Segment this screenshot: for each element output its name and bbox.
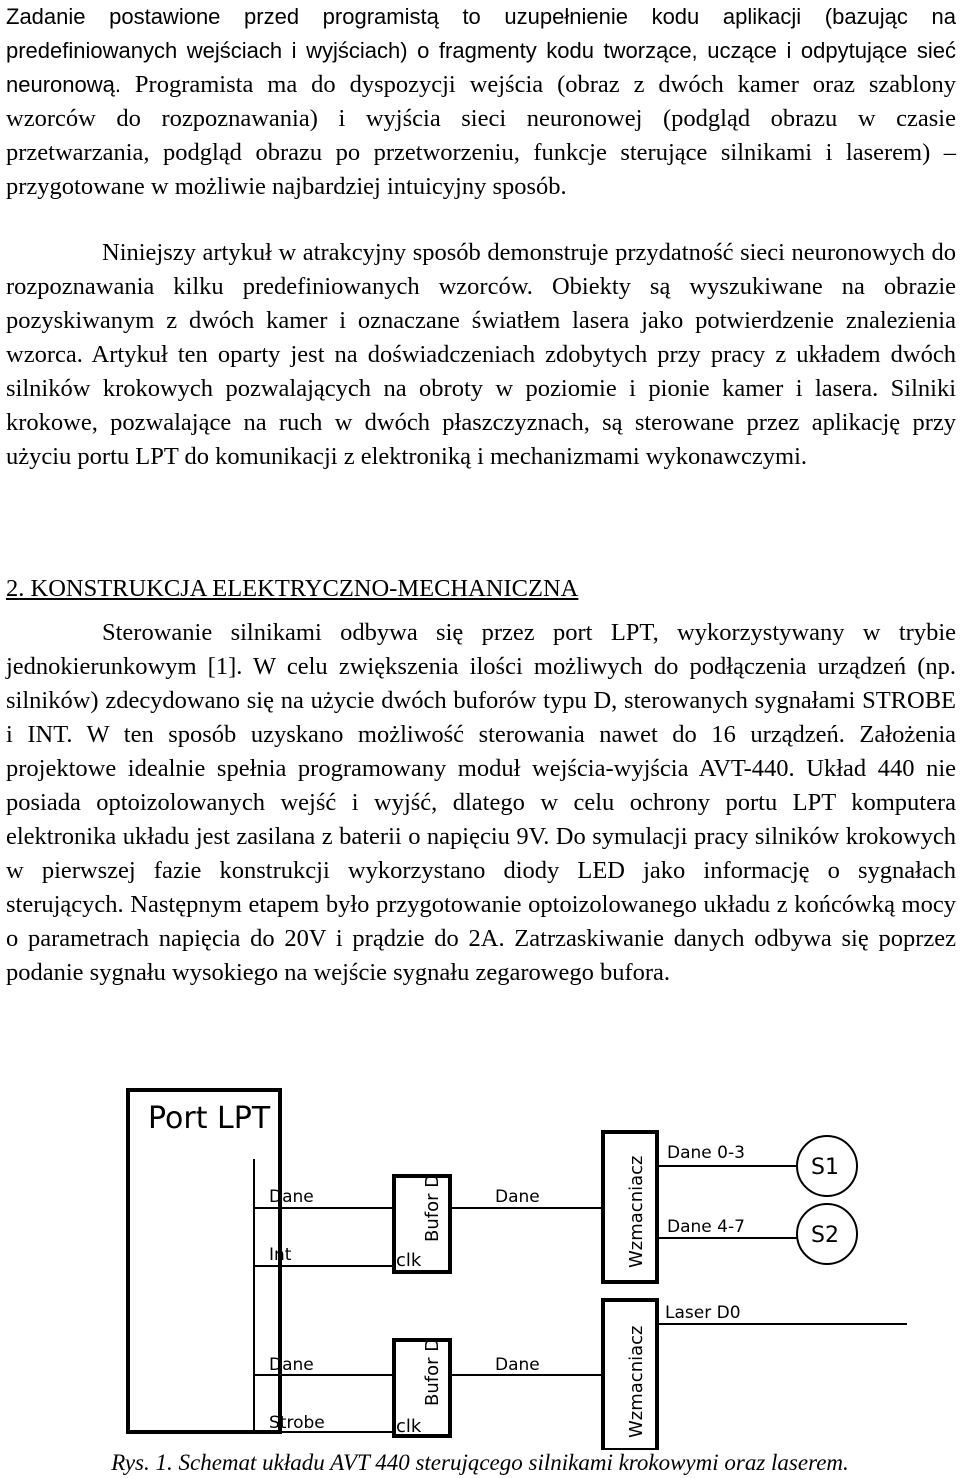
circuit-diagram: [115, 1082, 915, 1450]
signal-int: Int: [269, 1245, 292, 1265]
output-laser-d0: Laser D0: [665, 1303, 741, 1323]
amplifier-upper-label: Wzmacniacz: [626, 1155, 647, 1268]
intro-sans-text: Zadanie postawione przed programistą to uzupełnienie kodu aplikacji (bazując na predefiniowanych wejściach i wyjściach) o fragmenty kodu tworzące, uczące i odpytujące sieć neuronową.: [6, 4, 956, 97]
signal-dane-mid-lower: Dane: [495, 1355, 540, 1375]
motor-s2-label: S2: [811, 1223, 839, 1248]
clk-upper-label: clk: [396, 1250, 422, 1271]
section-heading: 2. KONSTRUKCJA ELEKTRYCZNO-MECHANICZNA: [6, 575, 579, 602]
intro-paragraph: [6, 0, 956, 204]
upper-wires: [254, 1159, 907, 1432]
signal-dane-upper: Dane: [269, 1187, 314, 1207]
signal-dane-mid-upper: Dane: [495, 1187, 540, 1207]
port-lpt-box: [128, 1090, 280, 1432]
output-dane-4-7: Dane 4-7: [667, 1217, 745, 1237]
body-paragraph-2: Sterowanie silnikami odbywa się przez port LPT, wykorzystywany w trybie jednokierunkowym [1]. W celu zwiększenia ilości możliwych do podłączenia urządzeń (np. silników) zdecydowano się na użycie dwóch buforów typu D, sterowanych sygnałami STROBE i INT. W ten sposób uzyskano możliwość sterowania nawet do 16 urządzeń. Założenia projektowe idealnie spełnia programowany moduł wejścia-wyjścia AVT-440. Układ 440 nie posiada optoizolowanych wejść i wyjść, dlatego w celu ochrony portu LPT komputera elektronika układu jest zasilana z baterii o napięciu 9V. Do symulacji pracy silników krokowych w pierwszej fazie konstrukcji wykorzystano diody LED jako informację o sygnałach sterujących. Następnym etapem było przygotowanie optoizolowanego układu z końcówką mocy o parametrach napięcia do 20V i prądzie do 2A. Zatrzaskiwanie danych odbywa się poprzez podanie sygnału wysokiego na wejście sygnału zegarowego bufora.: [6, 619, 956, 986]
output-dane-0-3: Dane 0-3: [667, 1143, 745, 1163]
clk-lower-label: clk: [396, 1416, 422, 1437]
intro-serif-text: Programista ma do dyspozycji wejścia (obraz z dwóch kamer oraz szablony wzorców do rozpoznawania) i wyjścia sieci neuronowej (podgląd obrazu w czasie przetwarzania, podgląd obrazu po przetworzeniu, funkcje sterujące silnikami i laserem) – przygotowane w możliwie najbardziej intuicyjny sposób.: [6, 71, 956, 200]
motor-s1-label: S1: [811, 1155, 839, 1180]
body-paragraph-1: Niniejszy artykuł w atrakcyjny sposób demonstruje przydatność sieci neuronowych do rozpoznawania kilku predefiniowanych wzorców. Obiekty są wyszukiwane na obrazie pozyskiwanym z dwóch kamer i oznaczane światłem lasera jako potwierdzenie znalezienia wzorca. Artykuł ten oparty jest na doświadczeniach zdobytych przy pracy z układem dwóch silników krokowych pozwalających na obroty w poziomie i pionie kamer i lasera. Silniki krokowe, pozwalające na ruch w dwóch płaszczyznach, są sterowane przez aplikację przy użyciu portu LPT do komunikacji z elektroniką i mechanizmami wykonawczymi.: [6, 239, 956, 470]
port-lpt-label: Port LPT: [148, 1101, 271, 1136]
buffer-d-upper-label: Bufor D: [422, 1173, 443, 1242]
figure-caption: Rys. 1. Schemat układu AVT 440 sterującego silnikami krokowymi oraz laserem.: [111, 1450, 849, 1475]
amplifier-lower-label: Wzmacniacz: [626, 1325, 647, 1438]
buffer-d-lower-label: Bufor D: [422, 1337, 443, 1406]
signal-strobe: Strobe: [269, 1413, 325, 1433]
signal-dane-lower: Dane: [269, 1355, 314, 1375]
